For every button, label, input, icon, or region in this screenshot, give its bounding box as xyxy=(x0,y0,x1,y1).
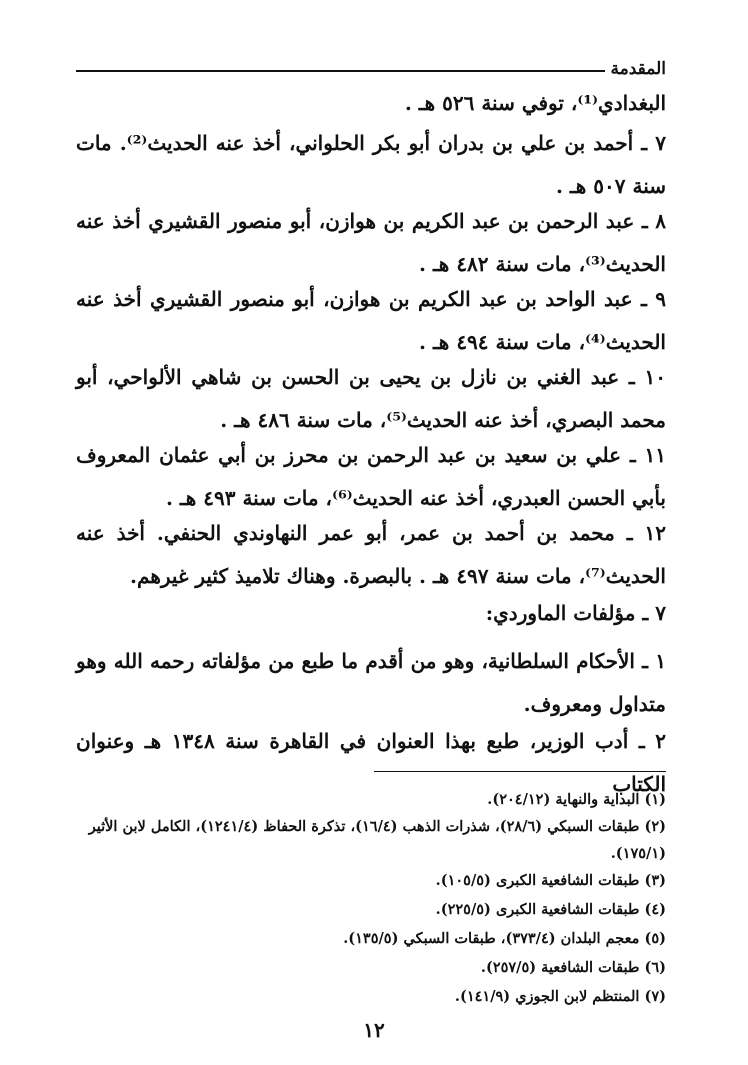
footnote-3: (٣) طبقات الشافعية الكبرى (١٠٥/٥). xyxy=(435,872,666,889)
paragraph-item-12: ١٢ ـ محمد بن أحمد بن عمر، أبو عمر النهاوندي الحنفي. أخذ عنه الحديث⁽⁷⁾، مات سنة ٤٩٧ هـ . بالبصرة. وهناك تلاميذ كثير غيرهم. xyxy=(76,521,666,588)
footnote-7: (٧) المنتظم لابن الجوزي (١٤١/٩). xyxy=(454,988,666,1005)
footnote-4: (٤) طبقات الشافعية الكبرى (٢٢٥/٥). xyxy=(435,901,666,918)
footnote-separator xyxy=(374,771,666,772)
footnote-5: (٥) معجم البلدان (٣٧٣/٤)، طبقات السبكي (١٣٥/٥). xyxy=(343,930,666,947)
page-header xyxy=(76,58,666,80)
header-rule xyxy=(76,70,605,72)
footnote-2: (٢) طبقات السبكي (٢٨/٦)، شذرات الذهب (١٦/٤)، تذكرة الحفاظ (١٢٤١/٤)، الكامل لابن الأثير (١٧٥/١). xyxy=(88,818,666,862)
paragraph-item-11: ١١ ـ علي بن سعيد بن عبد الرحمن بن محرز بن أبي عثمان المعروف بأبي الحسن العبدري، أخذ عنه الحديث⁽⁶⁾، مات سنة ٤٩٣ هـ . xyxy=(76,443,666,510)
paragraph-item-9: ٩ ـ عبد الواحد بن عبد الكريم بن هوازن، أبو منصور القشيري أخذ عنه الحديث⁽⁴⁾، مات سنة ٤٩٤ هـ . xyxy=(76,287,666,354)
running-header-title: المقدمة xyxy=(610,59,666,79)
footnote-1: (١) البداية والنهاية (٢٠٤/١٢). xyxy=(487,791,666,808)
paragraph-item-10: ١٠ ـ عبد الغني بن نازل بن يحيى بن الحسن بن شاهي الألواحي، أبو محمد البصري، أخذ عنه الحديث⁽⁵⁾، مات سنة ٤٨٦ هـ . xyxy=(76,365,666,432)
section-heading: ٧ ـ مؤلفات الماوردي: xyxy=(485,601,666,625)
paragraph-continuation: البغدادي⁽¹⁾، توفي سنة ٥٢٦ هـ . xyxy=(404,91,666,115)
paragraph-work-1: ١ ـ الأحكام السلطانية، وهو من أقدم ما طبع من مؤلفاته رحمه الله وهو متداول ومعروف. xyxy=(76,649,666,716)
paragraph-item-8: ٨ ـ عبد الرحمن بن عبد الكريم بن هوازن، أبو منصور القشيري أخذ عنه الحديث⁽³⁾، مات سنة ٤٨٢ هـ . xyxy=(76,209,666,276)
page-number: ١٢ xyxy=(363,1018,385,1042)
paragraph-item-7: ٧ ـ أحمد بن علي بن بدران أبو بكر الحلواني، أخذ عنه الحديث⁽²⁾. مات سنة ٥٠٧ هـ . xyxy=(76,131,666,198)
paragraph-work-2: ٢ ـ أدب الوزير، طبع بهذا العنوان في القاهرة سنة ١٣٤٨ هـ وعنوان الكتاب xyxy=(76,729,666,796)
footnote-6: (٦) طبقات الشافعية (٢٥٧/٥). xyxy=(480,959,666,976)
